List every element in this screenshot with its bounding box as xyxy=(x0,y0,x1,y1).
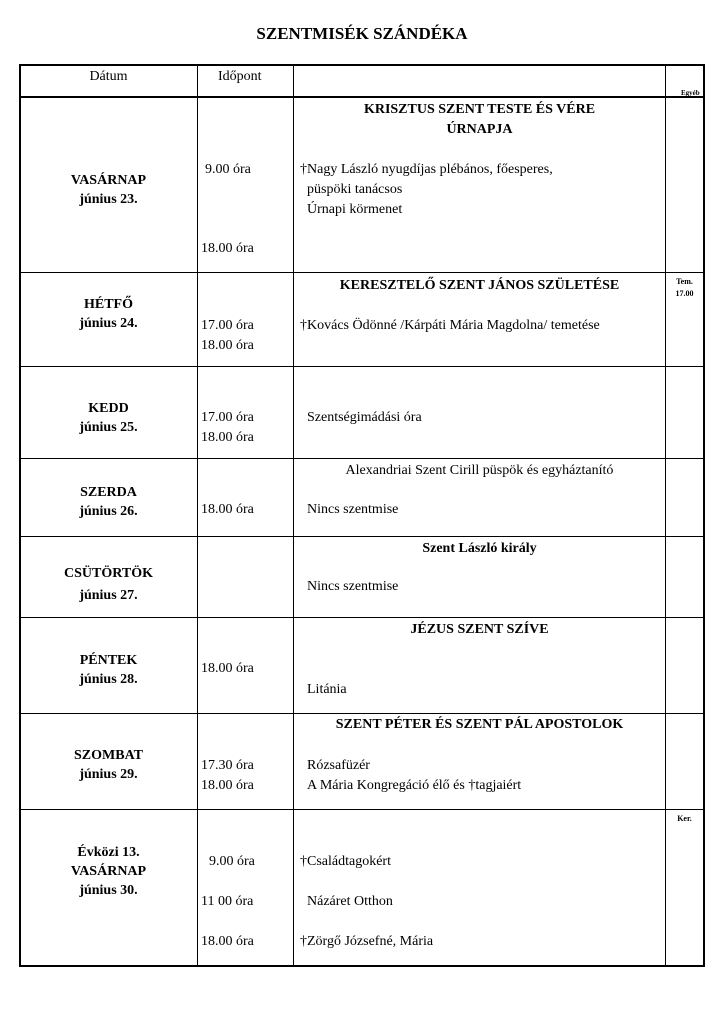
day-name: PÉNTEK xyxy=(79,653,138,668)
day-date: június 30. xyxy=(79,883,138,898)
intention-text: Úrnapi körmenet xyxy=(307,202,403,217)
note-line: 17.00 xyxy=(675,289,694,298)
mass-time: 18.00 óra xyxy=(201,661,254,676)
page-title: SZENTMISÉK SZÁNDÉKA xyxy=(256,24,468,43)
other-note: Ker. xyxy=(677,814,692,823)
table-border-top xyxy=(19,64,705,66)
day-name: HÉTFŐ xyxy=(83,297,133,312)
feast-title: Alexandriai Szent Cirill püspök és egyháztanító xyxy=(345,463,614,478)
intention-text: Szentségimádási óra xyxy=(307,410,422,425)
day-date: június 26. xyxy=(79,504,138,519)
feast-line: KRISZTUS SZENT TESTE ÉS VÉRE xyxy=(363,102,596,117)
feast-title: SZENT PÉTER ÉS SZENT PÁL APOSTOLOK xyxy=(335,717,624,732)
feast-title: KERESZTELŐ SZENT JÁNOS SZÜLETÉSE xyxy=(339,278,620,293)
table-border-right xyxy=(703,64,705,967)
day-name: CSÜTÖRTÖK xyxy=(64,566,153,581)
column-header-other: Egyéb xyxy=(681,89,700,97)
intention-text: †Családtagokért xyxy=(300,854,391,869)
row-separator xyxy=(20,713,704,714)
column-header-date: Dátum xyxy=(89,69,128,84)
day-name: VASÁRNAP xyxy=(70,864,147,879)
mass-time: 18.00 óra xyxy=(201,241,254,256)
mass-time: 17.30 óra xyxy=(201,758,254,773)
table-row-day xyxy=(20,843,197,900)
column-header-time: Időpont xyxy=(218,69,262,84)
day-name: SZERDA xyxy=(80,485,137,500)
table-row-day xyxy=(20,563,197,607)
intention-text: †Kovács Ödönné /Kárpáti Mária Magdolna/ temetése xyxy=(300,318,600,333)
day-name: SZOMBAT xyxy=(74,748,143,763)
feast-title: JÉZUS SZENT SZÍVE xyxy=(410,622,549,637)
table-row-day xyxy=(20,651,197,689)
intention-text: Nincs szentmise xyxy=(307,502,399,517)
intention-text: A Mária Kongregáció élő és †tagjaiért xyxy=(307,778,522,793)
header-divider xyxy=(19,96,705,98)
column-separator xyxy=(293,97,294,965)
mass-time: 11 00 óra xyxy=(201,894,254,909)
mass-time: 17.00 óra xyxy=(201,410,254,425)
intention-text: Litánia xyxy=(307,682,347,697)
row-separator xyxy=(20,809,704,810)
mass-time: 18.00 óra xyxy=(201,430,254,445)
table-row-day xyxy=(20,171,197,209)
table-row-day xyxy=(20,746,197,784)
header-separator xyxy=(293,64,294,97)
day-date: június 29. xyxy=(79,767,138,782)
column-separator xyxy=(197,97,198,965)
mass-time: 9.00 óra xyxy=(205,162,251,177)
row-separator xyxy=(20,366,704,367)
intention-text: püspöki tanácsos xyxy=(307,182,403,197)
day-name: KEDD xyxy=(88,401,129,416)
table-row-day xyxy=(20,295,197,333)
row-separator xyxy=(20,272,704,273)
intention-text: †Nagy László nyugdíjas plébános, főesperes, xyxy=(300,162,553,177)
feast-title: Szent László király xyxy=(422,541,537,556)
day-date: június 28. xyxy=(79,672,138,687)
row-separator xyxy=(20,458,704,459)
day-date: június 24. xyxy=(79,316,138,331)
day-date: június 25. xyxy=(79,420,138,435)
column-separator xyxy=(665,97,666,965)
day-name: VASÁRNAP xyxy=(70,173,147,188)
intention-text: †Zörgő Józsefné, Mária xyxy=(300,934,434,949)
mass-time: 9.00 óra xyxy=(209,854,255,869)
other-note xyxy=(666,276,703,300)
feast-line: ÚRNAPJA xyxy=(446,122,513,137)
intention-text: Nincs szentmise xyxy=(307,579,399,594)
mass-time: 18.00 óra xyxy=(201,502,254,517)
day-date: június 23. xyxy=(79,192,138,207)
row-separator xyxy=(20,617,704,618)
mass-time: 17.00 óra xyxy=(201,318,254,333)
note-line: Tem. xyxy=(676,277,693,286)
row-separator xyxy=(20,536,704,537)
header-separator xyxy=(665,64,666,97)
intention-text: Rózsafüzér xyxy=(307,758,370,773)
mass-time: 18.00 óra xyxy=(201,778,254,793)
mass-time: 18.00 óra xyxy=(201,934,254,949)
header-separator xyxy=(197,64,198,97)
mass-time: 18.00 óra xyxy=(201,338,254,353)
intention-text: Názáret Otthon xyxy=(307,894,393,909)
table-border-bottom xyxy=(19,965,705,967)
feast-title xyxy=(294,100,665,140)
table-row-day xyxy=(20,399,197,437)
day-date: június 27. xyxy=(79,588,138,603)
table-row-day xyxy=(20,483,197,521)
day-name: Évközi 13. xyxy=(77,845,140,860)
